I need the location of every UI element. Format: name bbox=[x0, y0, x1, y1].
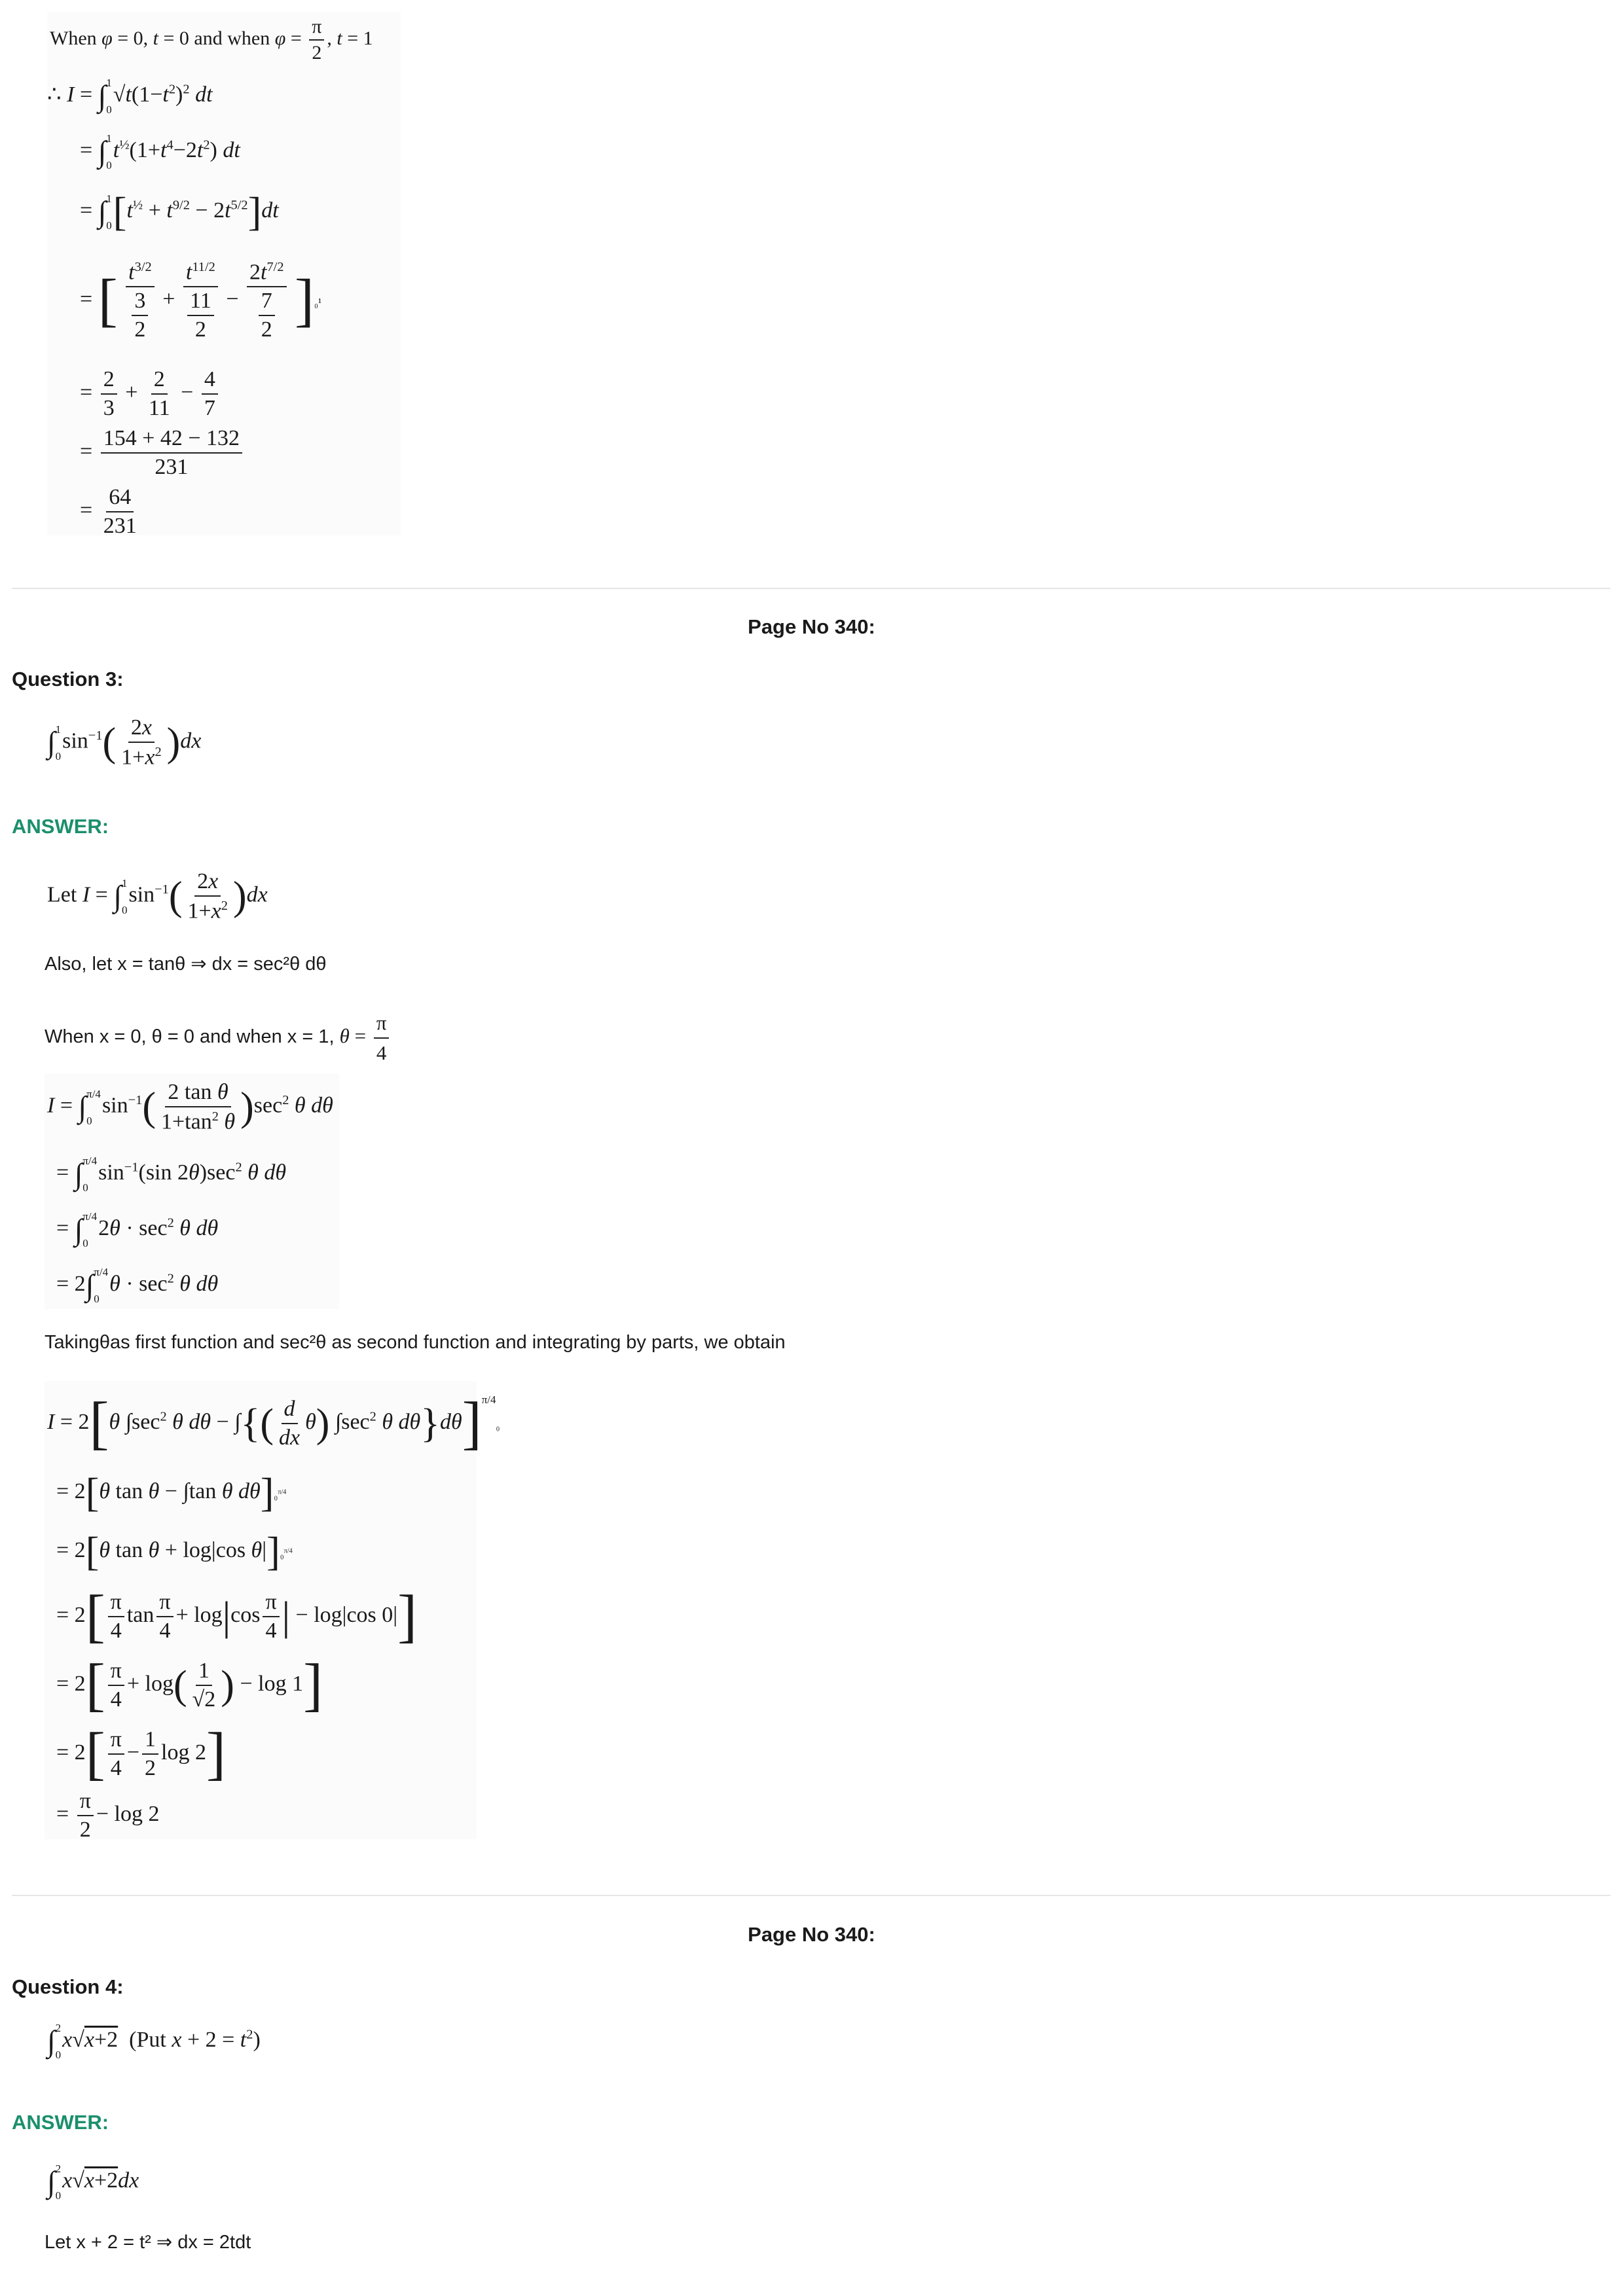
step-line-2: = ∫ 1 0 $t^{\frac{1}{2}}(1+t^4-2t^2)$ dt bbox=[80, 132, 240, 171]
answer-label: ANSWER: bbox=[12, 2111, 109, 2134]
page-number: Page No 340: bbox=[748, 1923, 875, 1946]
parts-step-1: I = 2[θ $\int\sec^2$ θ dθ − ∫{( $\frac{d}{dx}$ θ) $\int\sec^2$ θ dθ}dθ]$^{\pi/4}$₀ bbox=[47, 1391, 500, 1456]
step-line-1: ∴ I = ∫ 1 0 $√t(1-t^2)^2$ dt bbox=[47, 77, 213, 116]
parts-step-4: = 2[ $\frac{\pi}{4}$ tan $\frac{\pi}{4}$ + log|cos $\frac{\pi}{4}$ | − log|cos 0|] bbox=[56, 1584, 418, 1649]
step-line-4: = [ $\frac{t^{3/2}}{\frac{3}{2}}$ + $\frac{t^{11/2}}{\frac{11}{2}}$ − $\frac{2t^{7/2}}{\frac{7}{2}}$ ]₀¹ bbox=[80, 260, 322, 342]
steps-block bbox=[45, 1073, 339, 1309]
parts-step-2: = 2[θ tan θ − ∫tan θ dθ]₀$^{\pi/4}$ bbox=[56, 1471, 287, 1515]
step-line-5: = $\frac{2}{3}$ + $\frac{2}{11}$ − $\frac{4}{7}$ bbox=[80, 368, 221, 420]
question-4-integral: ∫ 2 0 x√x+2 (Put $x + 2 = t^2$) bbox=[47, 2022, 261, 2061]
parts-step-3: = 2[θ tan θ + log|cos θ|]₀$^{\pi/4}$ bbox=[56, 1530, 293, 1574]
question-3-integral: ∫ 1 0 $\sin^{-1}$( $\frac{2x}{1+x^2}$ )dx bbox=[47, 715, 202, 770]
parts-step-7: = $\frac{\pi}{2}$ − log 2 bbox=[56, 1789, 160, 1842]
question-label: Question 4: bbox=[12, 1975, 124, 1998]
top-derivation bbox=[47, 12, 401, 538]
let-integral-line: Let I = ∫ 1 0 $\sin^{-1}$( $\frac{2x}{1+x^2}$ )dx bbox=[47, 869, 268, 924]
limits-text-label: When x = 0, θ = 0 and when x = 1, bbox=[45, 1026, 335, 1048]
condition-line: When φ = 0, t = 0 and when φ = $\frac{\pi}{2}$ , t = 1 bbox=[50, 16, 373, 63]
divider bbox=[12, 1895, 1611, 1896]
parts-step-5: = 2[ $\frac{\pi}{4}$ + log( $\frac{1}{√2}$ ) − log 1] bbox=[56, 1653, 323, 1717]
parts-text: Takingθas first function and sec²θ as second function and integrating by parts, we obtain bbox=[45, 1332, 786, 1353]
step-line-7: = $\frac{64}{231}$ bbox=[80, 485, 137, 538]
substitution-text: Also, let x = tanθ ⇒ dx = sec²θ dθ bbox=[45, 954, 327, 975]
step-line-3: = ∫ 1 0 $[t^{\frac{1}{2}} + t^{9/2} - 2t^{5/2}]dt$ bbox=[80, 190, 279, 234]
step-line-6: = $\frac{154 + 42 - 132}{231}$ bbox=[80, 427, 245, 478]
limits-value: θ = $\frac{\pi}{4}$ bbox=[340, 1024, 392, 1047]
limits-text bbox=[45, 1011, 392, 1065]
substitution-text-q4: Let x + 2 = t² ⇒ dx = 2tdt bbox=[45, 2232, 251, 2253]
parts-step-6: = 2[ $\frac{\pi}{4}$ − $\frac{1}{2}$ log 2] bbox=[56, 1721, 226, 1786]
answer-4-integral: ∫ 2 0 x√x+2dx bbox=[47, 2162, 139, 2202]
step-a: I = ∫ π/4 0 $\sin^{-1}$( $\frac{\text{2 tan θ}}{1+\tan^2 \theta}$ )$\sec^2$ θ dθ bbox=[47, 1080, 333, 1134]
page-number: Page No 340: bbox=[748, 615, 875, 638]
step-d: = 2∫ π/4 0 $\theta \cdot \sec^2 \theta$ dθ bbox=[56, 1266, 219, 1305]
question-label: Question 3: bbox=[12, 668, 124, 691]
answer-label: ANSWER: bbox=[12, 815, 109, 838]
step-b: = ∫ π/4 0 $\sin^{-1}(\sin$ $2\theta)\sec^2$ θ dθ bbox=[56, 1155, 287, 1194]
divider bbox=[12, 588, 1611, 589]
by-parts-block bbox=[45, 1381, 500, 1842]
step-c: = ∫ π/4 0 $2\theta \cdot \sec^2 \theta$ dθ bbox=[56, 1210, 219, 1249]
